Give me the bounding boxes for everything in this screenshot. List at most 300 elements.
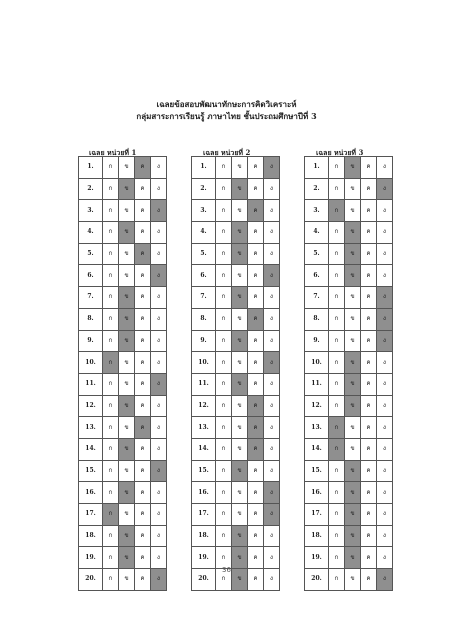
option-cell: ก: [216, 200, 232, 222]
correct-option-cell: ข: [345, 460, 361, 482]
question-number: 15.: [192, 460, 216, 482]
correct-option-cell: ข: [345, 504, 361, 526]
correct-option-cell: ก: [103, 352, 119, 374]
option-cell: ง: [264, 200, 280, 222]
question-number: 5.: [79, 243, 103, 265]
correct-option-cell: ข: [119, 287, 135, 309]
option-cell: ง: [377, 243, 393, 265]
option-cell: ก: [329, 373, 345, 395]
option-cell: ง: [151, 504, 167, 526]
answer-row: [305, 308, 393, 330]
answer-row: [192, 482, 280, 504]
option-cell: ค: [361, 265, 377, 287]
option-cell: ง: [264, 547, 280, 569]
answer-row: [79, 200, 167, 222]
option-cell: ข: [232, 265, 248, 287]
option-cell: ก: [216, 547, 232, 569]
option-cell: ข: [119, 504, 135, 526]
question-number: 1.: [79, 157, 103, 179]
answer-row: [79, 178, 167, 200]
correct-option-cell: ง: [264, 504, 280, 526]
option-cell: ง: [264, 460, 280, 482]
option-cell: ง: [264, 308, 280, 330]
correct-option-cell: ง: [377, 330, 393, 352]
question-number: 16.: [192, 482, 216, 504]
answer-row: [79, 525, 167, 547]
option-cell: ข: [232, 438, 248, 460]
correct-option-cell: ง: [264, 482, 280, 504]
option-cell: ค: [135, 200, 151, 222]
answer-row: [192, 178, 280, 200]
answer-row: [305, 504, 393, 526]
option-cell: ก: [103, 265, 119, 287]
correct-option-cell: ข: [119, 482, 135, 504]
question-number: 4.: [79, 222, 103, 244]
answer-row: [305, 525, 393, 547]
question-number: 10.: [305, 352, 329, 374]
answer-row: [79, 222, 167, 244]
unit-2-answer-table: [191, 156, 280, 591]
option-cell: ง: [151, 287, 167, 309]
option-cell: ง: [264, 178, 280, 200]
option-cell: ก: [103, 547, 119, 569]
correct-option-cell: ข: [232, 525, 248, 547]
option-cell: ง: [377, 265, 393, 287]
correct-option-cell: ก: [329, 438, 345, 460]
question-number: 6.: [79, 265, 103, 287]
answer-row: [305, 222, 393, 244]
option-cell: ข: [119, 352, 135, 374]
option-cell: ก: [329, 157, 345, 179]
correct-option-cell: ข: [345, 525, 361, 547]
correct-option-cell: ก: [103, 504, 119, 526]
correct-option-cell: ข: [345, 482, 361, 504]
option-cell: ข: [119, 569, 135, 591]
option-cell: ข: [232, 417, 248, 439]
correct-option-cell: ข: [345, 265, 361, 287]
option-cell: ก: [216, 569, 232, 591]
option-cell: ง: [264, 417, 280, 439]
correct-option-cell: ข: [232, 373, 248, 395]
option-cell: ง: [151, 178, 167, 200]
option-cell: ค: [248, 460, 264, 482]
option-cell: ง: [377, 460, 393, 482]
option-cell: ก: [103, 438, 119, 460]
question-number: 18.: [192, 525, 216, 547]
correct-option-cell: ข: [232, 547, 248, 569]
option-cell: ก: [216, 438, 232, 460]
question-number: 19.: [79, 547, 103, 569]
option-cell: ง: [151, 525, 167, 547]
correct-option-cell: ข: [345, 547, 361, 569]
correct-option-cell: ข: [232, 243, 248, 265]
option-cell: ง: [151, 438, 167, 460]
answer-row: [192, 525, 280, 547]
question-number: 20.: [79, 569, 103, 591]
question-number: 7.: [305, 287, 329, 309]
option-cell: ก: [216, 417, 232, 439]
option-cell: ง: [264, 569, 280, 591]
option-cell: ค: [135, 373, 151, 395]
correct-option-cell: ข: [345, 157, 361, 179]
option-cell: ค: [135, 265, 151, 287]
option-cell: ก: [329, 352, 345, 374]
question-number: 17.: [305, 504, 329, 526]
option-cell: ค: [361, 287, 377, 309]
option-cell: ค: [361, 157, 377, 179]
option-cell: ก: [216, 482, 232, 504]
option-cell: ค: [248, 482, 264, 504]
question-number: 11.: [192, 373, 216, 395]
option-cell: ข: [232, 352, 248, 374]
correct-option-cell: ค: [135, 243, 151, 265]
option-cell: ง: [264, 330, 280, 352]
question-number: 8.: [192, 308, 216, 330]
option-cell: ก: [216, 330, 232, 352]
option-cell: ข: [232, 157, 248, 179]
option-cell: ก: [329, 547, 345, 569]
question-number: 3.: [79, 200, 103, 222]
option-cell: ก: [103, 243, 119, 265]
correct-option-cell: ข: [119, 222, 135, 244]
question-number: 12.: [79, 395, 103, 417]
question-number: 12.: [305, 395, 329, 417]
answer-row: [79, 438, 167, 460]
option-cell: ก: [216, 504, 232, 526]
correct-option-cell: ง: [264, 265, 280, 287]
option-cell: ค: [361, 308, 377, 330]
option-cell: ก: [103, 482, 119, 504]
answer-row: [192, 395, 280, 417]
correct-option-cell: ง: [377, 178, 393, 200]
correct-option-cell: ข: [119, 547, 135, 569]
correct-option-cell: ข: [232, 460, 248, 482]
option-cell: ก: [329, 222, 345, 244]
option-cell: ค: [248, 373, 264, 395]
option-cell: ค: [361, 178, 377, 200]
option-cell: ก: [103, 200, 119, 222]
option-cell: ค: [361, 243, 377, 265]
question-number: 6.: [305, 265, 329, 287]
option-cell: ข: [119, 157, 135, 179]
option-cell: ค: [135, 308, 151, 330]
question-number: 18.: [305, 525, 329, 547]
correct-option-cell: ค: [248, 308, 264, 330]
correct-option-cell: ข: [345, 373, 361, 395]
unit-3-heading: เฉลย หน่วยที่ 3: [316, 148, 364, 157]
correct-option-cell: ง: [377, 569, 393, 591]
question-number: 16.: [79, 482, 103, 504]
option-cell: ข: [345, 178, 361, 200]
option-cell: ก: [103, 460, 119, 482]
question-number: 3.: [192, 200, 216, 222]
correct-option-cell: ง: [151, 569, 167, 591]
question-number: 20.: [305, 569, 329, 591]
answer-row: [192, 438, 280, 460]
correct-option-cell: ค: [135, 417, 151, 439]
correct-option-cell: ก: [329, 200, 345, 222]
answer-row: [305, 287, 393, 309]
option-cell: ง: [377, 525, 393, 547]
correct-option-cell: ข: [119, 330, 135, 352]
question-number: 19.: [305, 547, 329, 569]
answer-row: [192, 308, 280, 330]
option-cell: ก: [216, 287, 232, 309]
option-cell: ก: [329, 482, 345, 504]
correct-option-cell: ง: [151, 373, 167, 395]
option-cell: ค: [361, 547, 377, 569]
question-number: 7.: [192, 287, 216, 309]
answer-row: [192, 417, 280, 439]
option-cell: ก: [329, 569, 345, 591]
option-cell: ค: [361, 330, 377, 352]
question-number: 3.: [305, 200, 329, 222]
question-number: 14.: [305, 438, 329, 460]
option-cell: ง: [377, 482, 393, 504]
answer-row: [305, 482, 393, 504]
option-cell: ง: [264, 525, 280, 547]
answer-row: [192, 222, 280, 244]
answer-row: [305, 417, 393, 439]
question-number: 9.: [79, 330, 103, 352]
answer-row: [79, 352, 167, 374]
correct-option-cell: ข: [345, 395, 361, 417]
correct-option-cell: ค: [248, 395, 264, 417]
answer-row: [79, 157, 167, 179]
correct-option-cell: ง: [264, 157, 280, 179]
option-cell: ข: [345, 438, 361, 460]
answer-row: [79, 308, 167, 330]
option-cell: ค: [361, 352, 377, 374]
option-cell: ก: [216, 525, 232, 547]
option-cell: ข: [232, 395, 248, 417]
option-cell: ง: [151, 352, 167, 374]
option-cell: ก: [103, 330, 119, 352]
option-cell: ก: [329, 243, 345, 265]
correct-option-cell: ค: [135, 157, 151, 179]
option-cell: ก: [103, 178, 119, 200]
option-cell: ข: [119, 460, 135, 482]
correct-option-cell: ข: [232, 222, 248, 244]
option-cell: ง: [151, 222, 167, 244]
correct-option-cell: ข: [119, 178, 135, 200]
question-number: 1.: [192, 157, 216, 179]
option-cell: ก: [216, 265, 232, 287]
option-cell: ก: [329, 287, 345, 309]
option-cell: ค: [248, 243, 264, 265]
option-cell: ก: [216, 308, 232, 330]
question-number: 10.: [79, 352, 103, 374]
option-cell: ค: [135, 569, 151, 591]
answer-row: [305, 157, 393, 179]
option-cell: ง: [264, 395, 280, 417]
option-cell: ง: [377, 504, 393, 526]
question-number: 14.: [79, 438, 103, 460]
answer-row: [192, 504, 280, 526]
answer-row: [79, 460, 167, 482]
option-cell: ข: [345, 287, 361, 309]
option-cell: ข: [119, 243, 135, 265]
question-number: 7.: [79, 287, 103, 309]
answer-row: [79, 504, 167, 526]
question-number: 4.: [305, 222, 329, 244]
option-cell: ง: [151, 157, 167, 179]
option-cell: ก: [329, 330, 345, 352]
question-number: 2.: [192, 178, 216, 200]
question-number: 9.: [192, 330, 216, 352]
answer-row: [79, 265, 167, 287]
answer-row: [192, 200, 280, 222]
answer-row: [192, 157, 280, 179]
option-cell: ค: [135, 330, 151, 352]
option-cell: ง: [377, 157, 393, 179]
option-cell: ค: [135, 547, 151, 569]
option-cell: ง: [377, 395, 393, 417]
answer-row: [192, 460, 280, 482]
option-cell: ค: [361, 438, 377, 460]
unit-1-heading: เฉลย หน่วยที่ 1: [89, 148, 137, 157]
correct-option-cell: ข: [232, 330, 248, 352]
option-cell: ก: [103, 222, 119, 244]
question-number: 2.: [79, 178, 103, 200]
option-cell: ข: [345, 330, 361, 352]
correct-option-cell: ข: [345, 222, 361, 244]
option-cell: ง: [151, 308, 167, 330]
option-cell: ค: [135, 395, 151, 417]
question-number: 13.: [192, 417, 216, 439]
option-cell: ก: [216, 222, 232, 244]
option-cell: ข: [232, 504, 248, 526]
question-number: 11.: [305, 373, 329, 395]
option-cell: ก: [216, 157, 232, 179]
answer-row: [79, 373, 167, 395]
answer-row: [192, 330, 280, 352]
answer-row: [79, 395, 167, 417]
option-cell: ค: [135, 287, 151, 309]
question-number: 6.: [192, 265, 216, 287]
option-cell: ง: [151, 417, 167, 439]
question-number: 8.: [305, 308, 329, 330]
option-cell: ง: [264, 243, 280, 265]
option-cell: ค: [248, 352, 264, 374]
option-cell: ค: [248, 504, 264, 526]
option-cell: ค: [248, 157, 264, 179]
option-cell: ค: [361, 569, 377, 591]
correct-option-cell: ข: [232, 287, 248, 309]
correct-option-cell: ก: [329, 417, 345, 439]
option-cell: ข: [345, 417, 361, 439]
question-number: 15.: [79, 460, 103, 482]
option-cell: ข: [119, 200, 135, 222]
option-cell: ก: [216, 243, 232, 265]
answer-row: [305, 438, 393, 460]
option-cell: ก: [216, 178, 232, 200]
answer-row: [192, 265, 280, 287]
question-number: 16.: [305, 482, 329, 504]
option-cell: ค: [135, 460, 151, 482]
option-cell: ข: [119, 265, 135, 287]
option-cell: ง: [377, 547, 393, 569]
option-cell: ค: [361, 395, 377, 417]
option-cell: ค: [135, 222, 151, 244]
option-cell: ก: [329, 525, 345, 547]
option-cell: ก: [103, 569, 119, 591]
option-cell: ง: [264, 222, 280, 244]
option-cell: ค: [248, 178, 264, 200]
question-number: 19.: [192, 547, 216, 569]
option-cell: ก: [216, 460, 232, 482]
question-number: 13.: [305, 417, 329, 439]
correct-option-cell: ง: [151, 460, 167, 482]
correct-option-cell: ข: [119, 395, 135, 417]
option-cell: ก: [103, 373, 119, 395]
question-number: 5.: [305, 243, 329, 265]
option-cell: ง: [377, 417, 393, 439]
answer-row: [79, 482, 167, 504]
answer-row: [305, 373, 393, 395]
option-cell: ก: [329, 460, 345, 482]
question-number: 12.: [192, 395, 216, 417]
unit-2-heading: เฉลย หน่วยที่ 2: [203, 148, 251, 157]
option-cell: ก: [103, 417, 119, 439]
option-cell: ค: [361, 417, 377, 439]
unit-1-answer-table: [78, 156, 167, 591]
option-cell: ข: [119, 417, 135, 439]
option-cell: ง: [377, 438, 393, 460]
option-cell: ก: [329, 308, 345, 330]
answer-row: [305, 243, 393, 265]
correct-option-cell: ค: [248, 200, 264, 222]
option-cell: ง: [264, 287, 280, 309]
option-cell: ง: [377, 222, 393, 244]
question-number: 11.: [79, 373, 103, 395]
correct-option-cell: ง: [264, 352, 280, 374]
option-cell: ค: [248, 525, 264, 547]
option-cell: ค: [135, 525, 151, 547]
correct-option-cell: ง: [377, 308, 393, 330]
answer-row: [79, 287, 167, 309]
question-number: 20.: [192, 569, 216, 591]
correct-option-cell: ง: [377, 287, 393, 309]
option-cell: ง: [151, 547, 167, 569]
option-cell: ง: [151, 395, 167, 417]
option-cell: ข: [232, 482, 248, 504]
page-title: เฉลยข้อสอบพัฒนาทักษะการคิดวิเคราะห์: [156, 99, 297, 109]
option-cell: ก: [329, 265, 345, 287]
question-number: 17.: [79, 504, 103, 526]
option-cell: ก: [329, 395, 345, 417]
option-cell: ง: [151, 482, 167, 504]
option-cell: ค: [248, 222, 264, 244]
option-cell: ค: [135, 482, 151, 504]
question-number: 4.: [192, 222, 216, 244]
option-cell: ค: [248, 287, 264, 309]
option-cell: ข: [119, 373, 135, 395]
option-cell: ค: [135, 178, 151, 200]
question-number: 10.: [192, 352, 216, 374]
option-cell: ก: [103, 157, 119, 179]
option-cell: ค: [361, 222, 377, 244]
option-cell: ง: [377, 200, 393, 222]
correct-option-cell: ข: [345, 243, 361, 265]
answer-row: [305, 395, 393, 417]
option-cell: ข: [345, 308, 361, 330]
option-cell: ง: [151, 330, 167, 352]
question-number: 17.: [192, 504, 216, 526]
answer-row: [305, 178, 393, 200]
question-number: 18.: [79, 525, 103, 547]
question-number: 1.: [305, 157, 329, 179]
